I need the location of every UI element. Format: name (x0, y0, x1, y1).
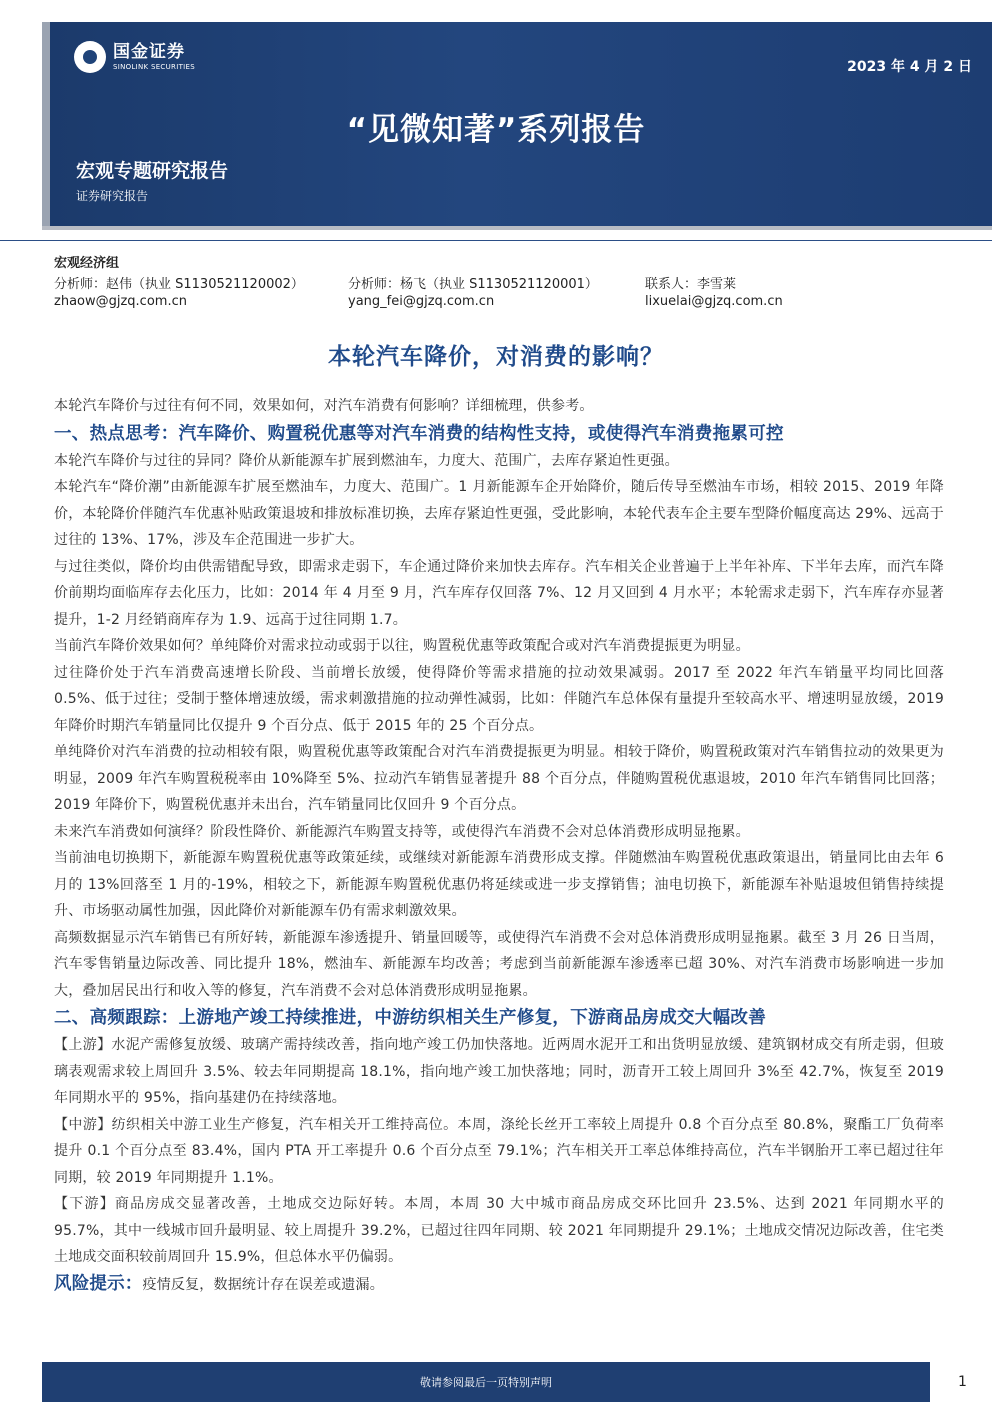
series-title: “见微知著”系列报告 (346, 112, 646, 148)
logo-en-text: SINOLINK SECURITIES (113, 62, 195, 71)
analyst-2-email[interactable]: yang_fei@gjzq.com.cn (348, 294, 495, 309)
banner-shadow (42, 226, 992, 230)
paragraph: 与过往类似，降价均由供需错配导致，即需求走弱下，车企通过降价来加快去库存。汽车相关企业普遍于上半年补库、下半年去库，而汽车降价前期均面临库存去化压力，比如：2014 年 4 月至 9 月，汽车库存仅回落 7%、12 月又回到 4 月水平；本轮需求走弱下，汽车库存亦显著提升，1-2 月经销商库存为 1.9、远高于过往同期 1.7。 (54, 558, 944, 628)
paragraph: 高频数据显示汽车销售已有所好转，新能源车渗透提升、销量回暖等，或使得汽车消费不会对总体消费形成明显拖累。截至 3 月 26 日当周，汽车零售销量边际改善、同比提升 18%，燃油车、新能源车均改善；考虑到当前新能源车渗透率已超 30%、对汽车消费市场影响进一步加大，叠加居民出行和收入等的修复，汽车消费不会对总体消费形成明显拖累。 (54, 929, 944, 999)
paragraph-downstream: 【下游】商品房成交显著改善，土地成交边际好转。本周，本周 30 大中城市商品房成交环比回升 23.5%、达到 2021 年同期水平的 95.7%，其中一线城市回升最明显、较上周提升 39.2%，已超过往四年同期、较 2021 年同期提升 29.1%；土地成交情况边际改善，住宅类土地成交面积较前周回升 15.9%，但总体水平仍偏弱。 (54, 1196, 944, 1265)
page-title: 本轮汽车降价，对消费的影响？ (328, 344, 664, 370)
section-heading-2: 二、高频跟踪：上游地产竣工持续推进，中游纺织相关生产修复，下游商品房成交大幅改善 (54, 1008, 766, 1028)
paragraph: 单纯降价对汽车消费的拉动相较有限，购置税优惠等政策配合对汽车消费提振更为明显。相较于降价，购置税政策对汽车销售拉动的效果更为明显，2009 年汽车购置税税率由 10%降至 5%、拉动汽车销售显著提升 88 个百分点，伴随购置税优惠退坡，2010 年汽车销售同比回落；2019 年降价下，购置税优惠并未出台，汽车销量同比仅回升 9 个百分点。 (54, 744, 944, 813)
paragraph: 未来汽车消费如何演绎？阶段性降价、新能源汽车购置支持等，或使得汽车消费不会对总体消费形成明显拖累。 (54, 823, 750, 840)
footer-disclaimer[interactable]: 敬请参阅最后一页特别声明 (420, 1376, 552, 1389)
paragraph: 本轮汽车“降价潮”由新能源车扩展至燃油车，力度大、范围广。1 月新能源车企开始降价，随后传导至燃油车市场，相较 2015、2019 年降价，本轮降价伴随汽车优惠补贴政策退坡和排放标准切换，去库存紧迫性更强，受此影响，本轮代表车企主要车型降价幅度高达 29%、远高于过往的 13%、17%，涉及车企范围进一步扩大。 (54, 479, 944, 548)
report-date: 2023 年 4 月 2 日 (847, 59, 972, 75)
report-body (54, 393, 944, 1298)
analyst-1-email[interactable]: zhaow@gjzq.com.cn (54, 294, 187, 309)
analyst-2-name: 分析师：杨飞（执业 S1130521120001） (348, 277, 598, 292)
paragraph-upstream: 【上游】水泥产需修复放缓、玻璃产需持续改善，指向地产竣工仍加快落地。近两周水泥开工和出货明显放缓、建筑钢材成交有所走弱，但玻璃表观需求较上周回升 3.5%、较去年同期提高 18.1%，指向地产竣工加快落地；同时，沥青开工较上周回升 3%至 42.7%，恢复至 2019 年同期水平的 95%，指向基建仍在持续落地。 (54, 1037, 944, 1106)
risk-label: 风险提示： (54, 1273, 143, 1294)
contact-name: 联系人：李雪莱 (645, 277, 737, 292)
analyst-1-name: 分析师：赵伟（执业 S1130521120002） (54, 277, 304, 292)
paragraph: 过往降价处于汽车消费高速增长阶段、当前增长放缓，使得降价等需求措施的拉动效果减弱。2017 至 2022 年汽车销量平均同比回落 0.5%、低于过往；受制于整体增速放缓，需求刺激措施的拉动弹性减弱，比如：伴随汽车总体保有量提升至较高水平、增速明显放缓，2019 年降价时期汽车销量同比仅提升 9 个百分点、低于 2015 年的 25 个百分点。 (54, 664, 944, 734)
logo-cn-text: 国金证券 (113, 41, 185, 62)
paragraph: 当前汽车降价效果如何？单纯降价对需求拉动或弱于以往，购置税优惠等政策配合或对汽车消费提振更为明显。 (54, 638, 750, 654)
logo-icon (74, 41, 106, 73)
paragraph: 当前油电切换期下，新能源车购置税优惠等政策延续，或继续对新能源车消费形成支撑。伴随燃油车购置税优惠政策退出，销量同比由去年 6 月的 13%回落至 1 月的-19%，相较之下，新能源车购置税优惠仍将延续或进一步支撑销售；油电切换下，新能源车补贴退坡但销售持续提升、市场驱动属性加强，因此降价对新能源车仍有需求刺激效果。 (54, 850, 944, 919)
contact-email[interactable]: lixuelai@gjzq.com.cn (645, 294, 783, 309)
intro-paragraph: 本轮汽车降价与过往有何不同，效果如何，对汽车消费有何影响？详细梳理，供参考。 (54, 398, 594, 414)
report-type: 宏观专题研究报告 (76, 160, 229, 182)
paragraph: 本轮汽车降价与过往的异同？降价从新能源车扩展到燃油车，力度大、范围广，去库存紧迫性更强。 (54, 452, 679, 469)
paragraph-midstream: 【中游】纺织相关中游工业生产修复，汽车相关开工维持高位。本周，涤纶长丝开工率较上周提升 0.8 个百分点至 80.8%，聚酯工厂负荷率提升 0.1 个百分点至 83.4%，国内 PTA 开工率提升 0.6 个百分点至 79.1%；汽车相关开工率总体维持高位，汽车半钢胎开工率已超过往年同期，较 2019 年同期提升 1.1%。 (54, 1116, 944, 1186)
research-group: 宏观经济组 (54, 256, 120, 271)
header-divider (0, 240, 992, 241)
risk-note (54, 1271, 944, 1299)
risk-text: 疫情反复，数据统计存在误差或遗漏。 (142, 1276, 384, 1293)
page-number: 1 (958, 1374, 967, 1390)
report-subtype: 证券研究报告 (76, 189, 149, 203)
section-heading-1: 一、热点思考：汽车降价、购置税优惠等对汽车消费的结构性支持，或使得汽车消费拖累可控 (54, 423, 784, 444)
company-logo (74, 41, 195, 73)
